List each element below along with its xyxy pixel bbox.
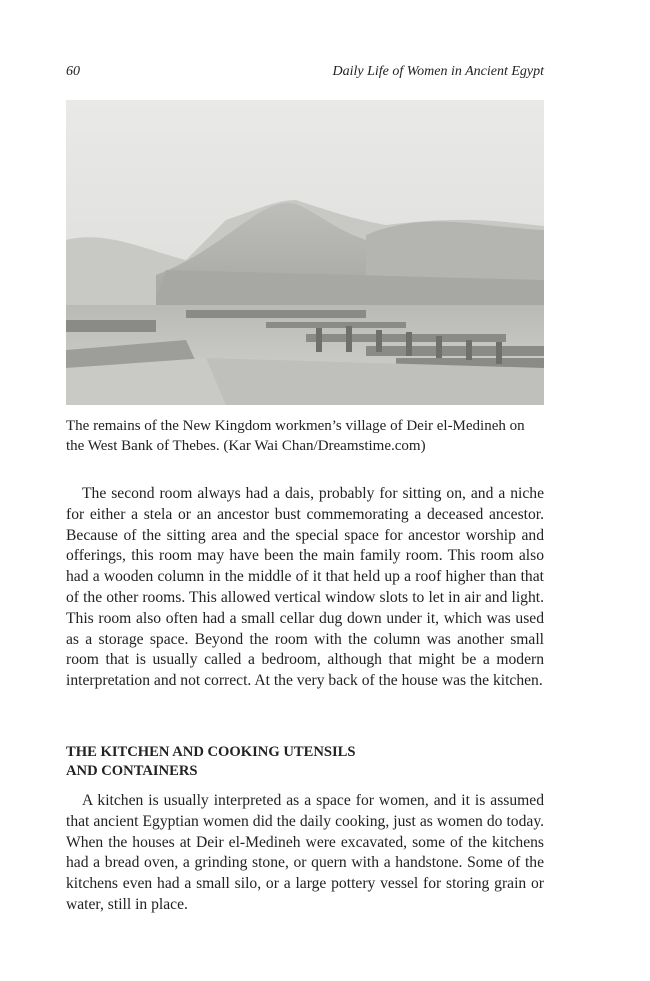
figure-caption: The remains of the New Kingdom workmen’s village of Deir el-Medineh on the West Bank of Thebes. (Kar Wai Chan/Dreamstime.com) xyxy=(66,418,525,454)
page-number: 60 xyxy=(66,64,80,79)
body-paragraph-1: The second room always had a dais, probably for sitting on, and a niche for either a stela or an ancestor bust commemorating a deceased ancestor. Because of the sitting area and the special space for ancestor worship and offerings, this room may have been the main family room. This room also had a wooden column in the middle of it that held up a roof higher than that of the other rooms. This allowed vertical window slots to let in air and light. This room also often had a small cellar dug down under it, which was used as a storage space. Beyond the room with the column was another small room that is usually called a bedroom, although that might be a modern interpretation and not correct. At the very back of the house was the kitchen. xyxy=(66,485,544,690)
section-heading xyxy=(66,743,544,781)
figure-photo xyxy=(66,100,544,405)
body-paragraph-2: A kitchen is usually interpreted as a space for women, and it is assumed that ancient Egyptian women did the daily cooking, just as women do today. When the houses at Deir el-Medineh were excavated, some of the kitchens had a bread oven, a grinding stone, or quern with a handstone. Some of the kitchens even had a small silo, or a large pottery vessel for storing grain or water, still in place. xyxy=(66,792,544,913)
section-heading-line-2: AND CONTAINERS xyxy=(66,763,198,779)
deir-el-medineh-photo xyxy=(66,100,544,405)
section-heading-line-1: THE KITCHEN AND COOKING UTENSILS xyxy=(66,744,356,760)
running-title: Daily Life of Women in Ancient Egypt xyxy=(332,64,544,79)
running-header xyxy=(66,64,544,84)
